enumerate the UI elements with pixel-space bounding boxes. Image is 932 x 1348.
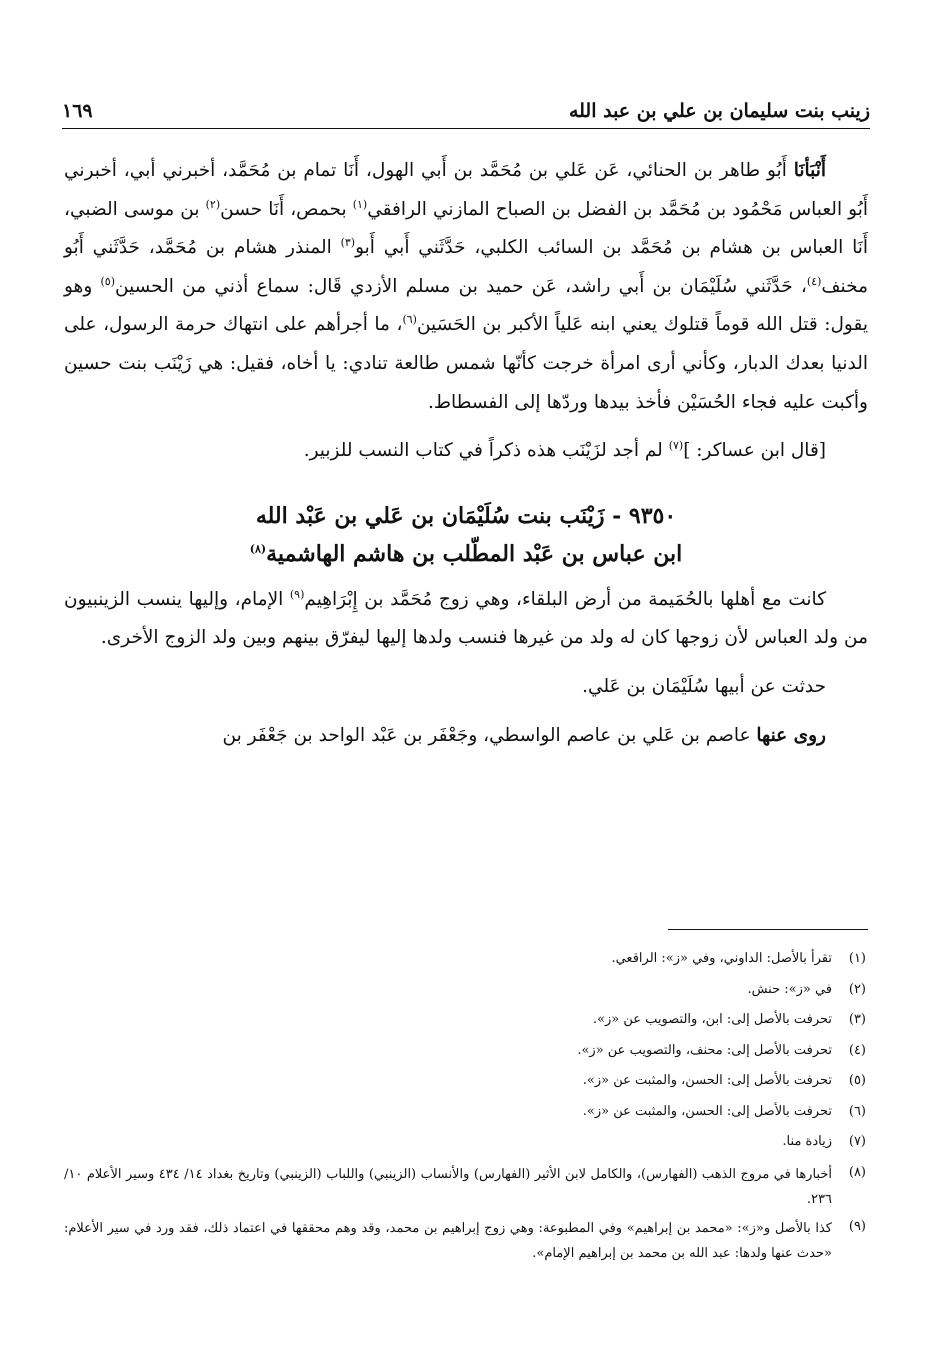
footnotes xyxy=(64,944,866,1266)
editor-note-paragraph xyxy=(64,432,868,471)
footnote-item xyxy=(64,1036,866,1067)
running-header xyxy=(62,92,870,129)
main-text xyxy=(64,152,868,755)
footnote-text: أخبارها في مروج الذهب (الفهارس)، والكامل لابن الأثير (الفهارس) والأنساب (الزينبي) واللباب (الزينبي) وتاريخ بغداد ١٤/ ٤٣٤ وسير الأعلام ١٠/ ٢٣٦. xyxy=(64,1166,832,1207)
footnote-ref-1[interactable]: (١) xyxy=(352,197,368,211)
footnote-item xyxy=(64,944,866,975)
text-run: لم أجد لزَيْنَب هذه ذكراً في كتاب النسب للزبير. xyxy=(303,440,669,462)
footnote-number: (٢) xyxy=(848,981,866,997)
lead-word-anbaana: أَنْبَأنَا xyxy=(793,160,826,181)
footnote-ref-6[interactable]: (٦) xyxy=(402,313,417,327)
footnote-ref-4[interactable]: (٤) xyxy=(806,274,822,288)
text-run: عاصم بن عَلي بن عاصم الواسطي، وجَعْفَر بن عَبْد الواحد بن جَعْفَر بن xyxy=(222,724,757,746)
footnote-item xyxy=(64,1212,866,1266)
footnote-number: (٤) xyxy=(848,1042,866,1058)
entry-heading-line-1: ٩٣٥٠ - زَيْنَب بنت سُلَيْمَان بن عَلي بن عَبْد الله xyxy=(255,502,677,529)
footnote-number: (٦) xyxy=(848,1103,866,1119)
text-run: ، ما أجرأهم على انتهاك حرمة الرسول، على الدنيا بعدك الدبار، وكأني أرى امرأة خرجت كأنّها شمس طالعة تنادي: يا أخاه، فقيل: هي زَيْنَب بنت حسين وأكبت عليه فجاء الحُسَيْن فأخذ بيدها وردّها إلى الفسطاط. xyxy=(64,314,868,413)
lead-word-rawa-anha: روى عنها xyxy=(756,724,826,746)
text-run: ، حَدَّثَني سُلَيْمَان بن أَبي راشد، عَن حميد بن مسلم الأزدي قَال: سماع أذني من الحسين xyxy=(115,275,807,297)
footnote-number: (٧) xyxy=(848,1134,866,1149)
footnote-text: زيادة منا. xyxy=(782,1134,832,1149)
footnote-number: (٥) xyxy=(848,1073,866,1088)
isnad-paragraph xyxy=(64,152,868,422)
footnote-divider xyxy=(668,929,868,930)
footnote-ref-5[interactable]: (٥) xyxy=(100,274,115,288)
footnote-ref-3[interactable]: (٣) xyxy=(340,236,356,250)
text-run: ابن عباس بن عَبْد المطّلب بن هاشم الهاشمية xyxy=(266,540,683,567)
footnote-ref-7[interactable]: (٧) xyxy=(668,439,684,452)
footnote-number: (٣) xyxy=(848,1012,866,1027)
biography-paragraph xyxy=(64,581,868,658)
footnote-text: تحرفت بالأصل إلى: الحسن، والمثبت عن «ز». xyxy=(582,1103,832,1119)
running-title: زينب بنت سليمان بن علي بن عبد الله xyxy=(568,100,870,122)
footnote-item xyxy=(64,1097,866,1128)
footnote-text: في «ز»: حنش. xyxy=(747,981,832,997)
footnote-text: كذا بالأصل و«ز»: «محمد بن إبراهيم» وفي المطبوعة: وهي زوج إبراهيم بن محمد، وقد وهم محققها في اعتماد ذلك، فقد ورد في سير الأعلام: «حدث عنها ولدها: عبد الله بن محمد بن إبراهيم الإمام». xyxy=(64,1220,832,1261)
footnote-item xyxy=(64,1066,866,1097)
text-run: بن موسى الضبي، أَنَا العباس بن هشام بن مُحَمَّد بن السائب الكلبي، حَدَّثَني أَبي أَبو xyxy=(64,198,869,259)
entry-heading-line-2 xyxy=(64,535,868,573)
text-run: الإمام، وإليها ينسب الزينبيون من ولد العباس لأن زوجها كان له ولد من غيرها فنسب ولدها إليها ليفرّق بينهم وبين ولد الزوج الأخرى. xyxy=(64,588,868,649)
text-run: كانت مع أهلها بالحُمَيمة من أرض البلقاء، وهي زوج مُحَمَّد بن إِبْرَاهِيم xyxy=(304,588,826,610)
footnote-number: (١) xyxy=(848,951,866,966)
footnote-item xyxy=(64,1158,866,1212)
footnote-ref-2[interactable]: (٢) xyxy=(205,197,221,211)
footnote-text: تحرفت بالأصل إلى: الحسن، والمثبت عن «ز». xyxy=(582,1073,832,1088)
footnote-item xyxy=(64,1005,866,1036)
footnote-text: تحرفت بالأصل إلى: ابن، والتصويب عن «ز». xyxy=(592,1012,832,1027)
narrators-paragraph xyxy=(64,717,868,756)
footnote-number: (٩) xyxy=(848,1218,866,1234)
text-run: أَبُو طاهر بن الحنائي، عَن عَلي بن مُحَمَّد بن أَبي الهول، أَنَا تمام بن مُحَمَّد، أخبرني أبي، أخبرني أَبُو العباس مَحْمُود بن مُحَمَّد بن الفضل بن الصباح المازني الرافقي xyxy=(64,160,868,220)
page-number: ١٦٩ xyxy=(62,100,93,122)
text-run: وهو يقول: قتل الله قوماً قتلوك يعني ابنه عَلياً الأكبر بن الحَسَين xyxy=(64,275,868,336)
footnote-text: تقرأ بالأصل: الداوني، وفي «ز»: الراقعي. xyxy=(611,951,832,966)
text-run: [قال ابن عساكر: ] xyxy=(683,440,826,462)
footnote-number: (٨) xyxy=(848,1164,866,1180)
footnote-item xyxy=(64,1127,866,1158)
footnote-item xyxy=(64,975,866,1006)
text-run: بحمص، أَنَا حسن xyxy=(220,198,353,220)
narration-paragraph: حدثت عن أبيها سُلَيْمَان بن عَلي. xyxy=(582,675,826,697)
footnote-ref-9[interactable]: (٩) xyxy=(289,587,305,601)
entry-heading xyxy=(64,497,868,573)
footnote-ref-8[interactable]: (٨) xyxy=(249,542,267,556)
footnote-text: تحرفت بالأصل إلى: محنف، والتصويب عن «ز». xyxy=(577,1042,832,1058)
text-run: المنذر هشام بن مُحَمَّد، حَدَّثَني أَبُو مخنف xyxy=(64,237,868,297)
